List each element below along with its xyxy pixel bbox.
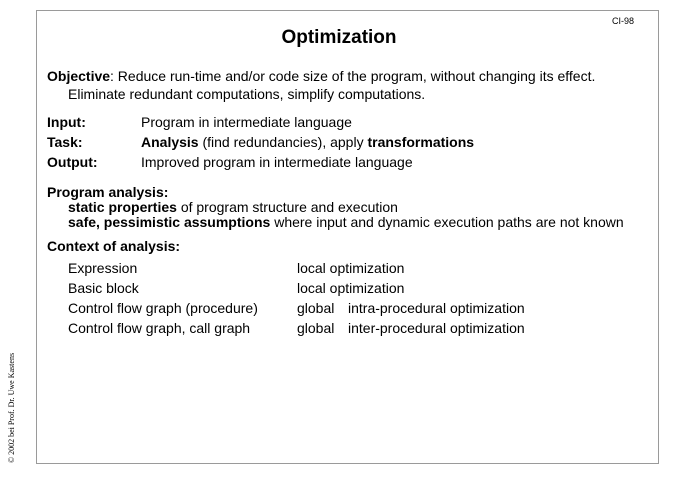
context-row-context: Basic block [68, 280, 139, 296]
context-row-scope: local optimization [297, 280, 405, 296]
input-value: Program in intermediate language [141, 114, 352, 130]
output-label: Output: [47, 154, 98, 170]
objective-line [47, 68, 595, 85]
slide-id: CI-98 [612, 16, 635, 26]
context-row-context: Control flow graph, call graph [68, 320, 251, 336]
program-analysis-heading: Program analysis: [47, 184, 169, 200]
objective-label: Objective [47, 68, 111, 84]
context-row-detail: intra-procedural optimization [348, 300, 525, 316]
input-label: Input: [47, 114, 86, 130]
context-heading: Context of analysis: [47, 238, 181, 254]
slide-title: Optimization [281, 27, 397, 48]
context-row-scope: global [297, 320, 335, 336]
context-row-context: Control flow graph (procedure) [68, 300, 258, 316]
objective-text: : Reduce run-time and/or code size of the program, without changing its effect. [110, 68, 596, 84]
task-label: Task: [47, 134, 83, 150]
context-row-scope: local optimization [297, 260, 405, 276]
context-row-scope: global [297, 300, 335, 316]
program-analysis-item-1: static properties of program structure and execution [68, 199, 398, 215]
output-value: Improved program in intermediate language [141, 154, 413, 170]
task-value: Analysis (find redundancies), apply transformations [141, 134, 475, 150]
context-row-context: Expression [68, 260, 138, 276]
objective-line2: Eliminate redundant computations, simplify computations. [68, 86, 426, 102]
program-analysis-item-2: safe, pessimistic assumptions where input and dynamic execution paths are not known [68, 214, 624, 230]
copyright-note: © 2002 bei Prof. Dr. Uwe Kastens [7, 352, 16, 463]
context-row-detail: inter-procedural optimization [348, 320, 525, 336]
